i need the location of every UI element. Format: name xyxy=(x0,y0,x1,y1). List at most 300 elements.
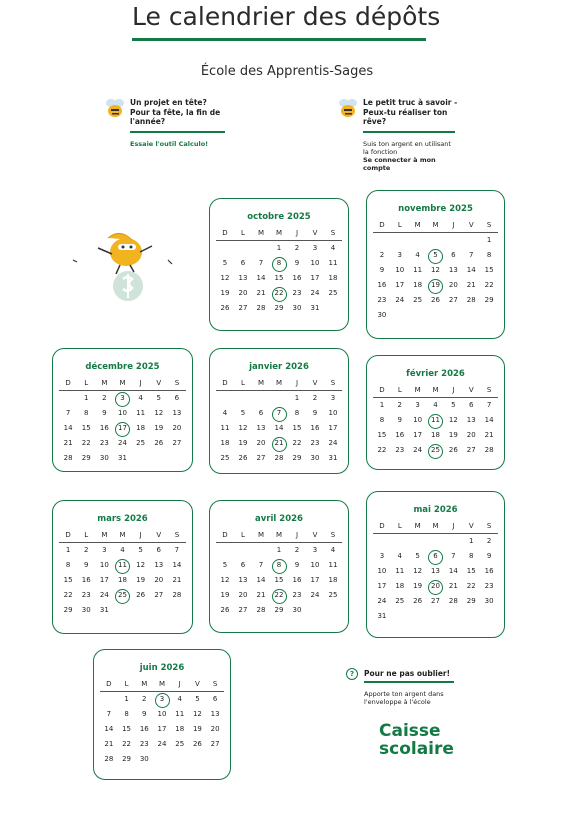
day-cell: 1 xyxy=(276,546,282,554)
day-cell: 8 xyxy=(486,251,492,259)
day-cell: 18 xyxy=(328,274,338,282)
month-title: juin 2026 xyxy=(139,663,185,673)
day-cell: 24 xyxy=(310,289,320,297)
weekday-header: V xyxy=(462,383,480,398)
month-calendar-may-2026 xyxy=(366,491,505,638)
day-cell: 9 xyxy=(102,409,107,417)
day-cell: 4 xyxy=(415,251,420,259)
day-cell: 12 xyxy=(136,561,146,569)
day-cell: 17 xyxy=(413,431,423,439)
day-cell: 5 xyxy=(415,552,420,560)
tip-underline xyxy=(363,131,455,133)
day-cell: 1 xyxy=(124,695,129,703)
day-cell: 20 xyxy=(210,725,220,733)
day-cell: 23 xyxy=(139,740,149,748)
day-cell: 21 xyxy=(63,439,73,447)
day-cell: 13 xyxy=(466,416,476,424)
day-cell: 5 xyxy=(240,409,246,417)
day-cell: 5 xyxy=(222,561,228,569)
day-cell: 5 xyxy=(451,401,456,409)
day-cell: 11 xyxy=(328,561,338,569)
mascot-illustration xyxy=(68,222,186,304)
day-cell: 11 xyxy=(328,259,338,267)
empty-day-cell xyxy=(409,534,427,549)
reminder-underline xyxy=(364,681,454,683)
day-cell: 16 xyxy=(139,725,149,733)
day-cell: 30 xyxy=(484,597,494,605)
deposit-day: 22 xyxy=(270,588,288,603)
day-cell: 15 xyxy=(63,576,73,584)
login-link[interactable]: Se connecter à mon xyxy=(363,156,436,164)
day-cell: 1 xyxy=(276,244,282,252)
school-name: École des Apprentis-Sages xyxy=(200,64,374,79)
day-cell: 6 xyxy=(258,409,264,417)
day-cell: 14 xyxy=(104,725,114,733)
weekday-header: M xyxy=(409,519,427,534)
month-title: octobre 2025 xyxy=(247,212,311,222)
day-cell: 24 xyxy=(118,439,127,447)
day-cell: 31 xyxy=(310,304,320,312)
empty-day-cell xyxy=(391,233,409,248)
month-grid xyxy=(373,218,498,323)
weekday-header: S xyxy=(168,528,186,543)
day-cell: 24 xyxy=(413,446,423,454)
month-grid xyxy=(100,677,224,767)
day-cell: 13 xyxy=(238,576,248,584)
day-cell: 13 xyxy=(172,409,182,417)
deposit-day: 5 xyxy=(427,248,445,263)
day-cell: 1 xyxy=(65,546,71,554)
month-grid xyxy=(216,528,342,618)
empty-day-cell xyxy=(444,534,462,549)
day-cell: 27 xyxy=(431,597,440,605)
month-calendar-march-2026 xyxy=(52,500,193,634)
weekday-header: S xyxy=(324,528,342,543)
day-cell: 25 xyxy=(413,296,423,304)
day-cell: 9 xyxy=(294,561,300,569)
day-cell: 30 xyxy=(99,454,109,462)
day-cell: 12 xyxy=(220,576,230,584)
month-grid xyxy=(373,383,498,458)
day-cell: 19 xyxy=(448,431,458,439)
day-cell: 30 xyxy=(310,454,320,462)
empty-day-cell xyxy=(234,543,252,558)
deposit-day: 6 xyxy=(427,549,445,564)
weekday-header: M xyxy=(427,383,445,398)
day-cell: 7 xyxy=(468,251,474,259)
day-cell: 9 xyxy=(83,561,89,569)
month-calendar-january-2026 xyxy=(209,348,349,474)
day-cell: 15 xyxy=(81,424,91,432)
day-cell: 1 xyxy=(486,236,492,244)
day-cell: 12 xyxy=(448,416,458,424)
day-cell: 14 xyxy=(256,274,266,282)
day-cell: 14 xyxy=(172,561,182,569)
day-cell: 22 xyxy=(466,582,476,590)
weekday-header: M xyxy=(95,376,113,391)
day-cell: 9 xyxy=(397,416,402,424)
day-cell: 4 xyxy=(330,244,336,252)
day-cell: 27 xyxy=(256,454,266,462)
day-cell: 15 xyxy=(274,576,284,584)
day-cell: 21 xyxy=(484,431,494,439)
day-cell: 29 xyxy=(274,304,284,312)
weekday-header: M xyxy=(113,528,131,543)
day-cell: 15 xyxy=(484,266,494,274)
day-cell: 9 xyxy=(294,259,300,267)
deposit-day: 19 xyxy=(427,278,445,293)
day-cell: 12 xyxy=(192,710,202,718)
month-grid xyxy=(216,226,342,316)
empty-day-cell xyxy=(444,233,462,248)
weekday-header: S xyxy=(324,226,342,241)
day-cell: 26 xyxy=(220,304,230,312)
tip-underline xyxy=(130,131,225,133)
day-cell: 16 xyxy=(310,424,320,432)
day-cell: 2 xyxy=(294,546,300,554)
calculo-link[interactable]: Essaie l'outil Calculo! xyxy=(130,140,209,148)
weekday-header: J xyxy=(444,383,462,398)
day-cell: 8 xyxy=(83,409,89,417)
weekday-header: J xyxy=(444,218,462,233)
day-cell: 28 xyxy=(484,446,494,454)
day-cell: 13 xyxy=(154,561,164,569)
day-cell: 18 xyxy=(431,431,440,439)
day-cell: 31 xyxy=(328,454,338,462)
day-cell: 10 xyxy=(413,416,423,424)
month-title: janvier 2026 xyxy=(249,362,309,372)
weekday-header: D xyxy=(216,376,234,391)
day-cell: 12 xyxy=(413,567,423,575)
day-cell: 15 xyxy=(122,725,132,733)
day-cell: 21 xyxy=(256,289,266,297)
weekday-header: M xyxy=(252,376,270,391)
day-cell: 30 xyxy=(139,755,149,763)
tip-question: Un projet en tête? Pour ta fête, la fin de l'année? xyxy=(130,98,221,126)
day-cell: 3 xyxy=(397,251,402,259)
day-cell: 6 xyxy=(212,695,218,703)
weekday-header: V xyxy=(306,528,324,543)
weekday-header: J xyxy=(171,677,189,692)
weekday-header: V xyxy=(462,519,480,534)
day-cell: 15 xyxy=(377,431,387,439)
month-title: février 2026 xyxy=(406,369,465,379)
day-cell: 10 xyxy=(118,409,127,417)
weekday-header: D xyxy=(216,226,234,241)
deposit-day: 8 xyxy=(270,558,288,573)
weekday-header: S xyxy=(480,519,498,534)
day-cell: 17 xyxy=(377,582,387,590)
day-cell: 19 xyxy=(154,424,164,432)
day-cell: 24 xyxy=(310,591,320,599)
day-cell: 21 xyxy=(448,582,458,590)
day-cell: 18 xyxy=(136,424,146,432)
day-cell: 27 xyxy=(448,296,458,304)
day-cell: 26 xyxy=(220,606,230,614)
day-cell: 10 xyxy=(377,567,387,575)
weekday-header: M xyxy=(427,218,445,233)
empty-day-cell xyxy=(427,534,445,549)
weekday-header: M xyxy=(409,218,427,233)
tip-question: Le petit truc à savoir - Peux-tu réaliser ton rêve? xyxy=(363,98,458,126)
day-cell: 17 xyxy=(310,274,320,282)
day-cell: 7 xyxy=(258,259,264,267)
brand-logo: Caisse scolaire xyxy=(379,721,454,759)
month-calendar-february-2026 xyxy=(366,355,505,470)
weekday-header: D xyxy=(59,376,77,391)
weekday-header: D xyxy=(216,528,234,543)
day-cell: 23 xyxy=(292,591,302,599)
day-cell: 4 xyxy=(330,546,336,554)
day-cell: 19 xyxy=(413,582,423,590)
day-cell: 6 xyxy=(240,561,246,569)
day-cell: 9 xyxy=(486,552,492,560)
weekday-header: D xyxy=(373,383,391,398)
day-cell: 8 xyxy=(294,409,300,417)
tip-dream xyxy=(337,98,467,174)
day-cell: 14 xyxy=(466,266,476,274)
day-cell: 2 xyxy=(102,394,107,402)
day-cell: 22 xyxy=(63,591,73,599)
day-cell: 7 xyxy=(106,710,112,718)
day-cell: 25 xyxy=(328,591,338,599)
day-cell: 3 xyxy=(379,552,385,560)
day-cell: 18 xyxy=(328,576,338,584)
day-cell: 29 xyxy=(81,454,91,462)
tip-project xyxy=(104,98,224,154)
day-cell: 24 xyxy=(395,296,405,304)
empty-day-cell xyxy=(373,534,391,549)
day-cell: 4 xyxy=(138,394,143,402)
day-cell: 4 xyxy=(222,409,228,417)
day-cell: 26 xyxy=(154,439,164,447)
day-cell: 22 xyxy=(484,281,494,289)
day-cell: 25 xyxy=(136,439,146,447)
day-cell: 4 xyxy=(120,546,125,554)
day-cell: 25 xyxy=(328,289,338,297)
day-cell: 25 xyxy=(220,454,230,462)
day-cell: 14 xyxy=(63,424,73,432)
deposit-day: 3 xyxy=(153,692,171,707)
day-cell: 11 xyxy=(220,424,230,432)
day-cell: 4 xyxy=(433,401,438,409)
tip-body: Suis ton argent en utilisant la fonction Se connecter à mon compte xyxy=(363,140,451,172)
day-cell: 23 xyxy=(99,439,109,447)
empty-day-cell xyxy=(234,391,252,406)
day-cell: 27 xyxy=(466,446,476,454)
empty-day-cell xyxy=(462,233,480,248)
month-title: avril 2026 xyxy=(255,514,303,524)
day-cell: 23 xyxy=(395,446,405,454)
day-cell: 29 xyxy=(292,454,302,462)
day-cell: 20 xyxy=(238,289,248,297)
empty-day-cell xyxy=(59,391,77,406)
weekday-header: L xyxy=(391,519,409,534)
day-cell: 16 xyxy=(395,431,405,439)
day-cell: 28 xyxy=(274,454,284,462)
day-cell: 2 xyxy=(397,401,402,409)
month-calendar-october-2025 xyxy=(209,198,349,331)
day-cell: 20 xyxy=(238,591,248,599)
day-cell: 16 xyxy=(292,576,302,584)
day-cell: 16 xyxy=(377,281,387,289)
day-cell: 24 xyxy=(157,740,167,748)
day-cell: 1 xyxy=(468,537,474,545)
empty-day-cell xyxy=(252,391,270,406)
day-cell: 15 xyxy=(292,424,302,432)
day-cell: 26 xyxy=(238,454,248,462)
deposit-day: 8 xyxy=(270,256,288,271)
weekday-header: S xyxy=(324,376,342,391)
login-link-cont[interactable]: compte xyxy=(363,164,391,172)
empty-day-cell xyxy=(234,241,252,256)
day-cell: 13 xyxy=(431,567,440,575)
day-cell: 23 xyxy=(484,582,494,590)
weekday-header: M xyxy=(427,519,445,534)
day-cell: 29 xyxy=(274,606,284,614)
month-calendar-june-2026 xyxy=(93,649,231,780)
empty-day-cell xyxy=(373,233,391,248)
empty-day-cell xyxy=(270,391,288,406)
day-cell: 8 xyxy=(468,552,474,560)
day-cell: 6 xyxy=(156,546,161,554)
day-cell: 26 xyxy=(136,591,146,599)
empty-day-cell xyxy=(252,543,270,558)
day-cell: 24 xyxy=(328,439,338,447)
day-cell: 13 xyxy=(210,710,220,718)
day-cell: 16 xyxy=(81,576,91,584)
day-cell: 29 xyxy=(122,755,132,763)
day-cell: 4 xyxy=(177,695,182,703)
day-cell: 27 xyxy=(172,439,182,447)
weekday-header: L xyxy=(234,528,252,543)
day-cell: 24 xyxy=(377,597,387,605)
empty-day-cell xyxy=(100,692,118,707)
day-cell: 6 xyxy=(174,394,180,402)
day-cell: 24 xyxy=(99,591,109,599)
day-cell: 10 xyxy=(99,561,109,569)
day-cell: 25 xyxy=(175,740,185,748)
deposit-day: 7 xyxy=(270,406,288,421)
day-cell: 9 xyxy=(312,409,318,417)
day-cell: 6 xyxy=(240,259,246,267)
day-cell: 26 xyxy=(192,740,202,748)
day-cell: 28 xyxy=(172,591,182,599)
day-cell: 22 xyxy=(122,740,132,748)
month-grid xyxy=(59,528,186,618)
deposit-day: 20 xyxy=(427,579,445,594)
day-cell: 5 xyxy=(195,695,200,703)
weekday-header: V xyxy=(189,677,207,692)
empty-day-cell xyxy=(391,534,409,549)
day-cell: 29 xyxy=(466,597,476,605)
day-cell: 10 xyxy=(310,259,320,267)
day-cell: 9 xyxy=(379,266,385,274)
day-cell: 8 xyxy=(65,561,71,569)
weekday-header: V xyxy=(150,528,168,543)
empty-day-cell xyxy=(216,241,234,256)
day-cell: 20 xyxy=(154,576,164,584)
day-cell: 7 xyxy=(451,552,456,560)
weekday-header: M xyxy=(252,528,270,543)
weekday-header: S xyxy=(480,218,498,233)
weekday-header: L xyxy=(118,677,136,692)
day-cell: 27 xyxy=(238,304,248,312)
weekday-header: J xyxy=(288,226,306,241)
weekday-header: M xyxy=(270,528,288,543)
day-cell: 11 xyxy=(395,567,405,575)
day-cell: 3 xyxy=(330,394,336,402)
weekday-header: D xyxy=(100,677,118,692)
day-cell: 27 xyxy=(238,606,248,614)
day-cell: 30 xyxy=(292,606,302,614)
day-cell: 2 xyxy=(294,244,300,252)
month-grid xyxy=(373,519,498,624)
weekday-header: D xyxy=(373,519,391,534)
weekday-header: L xyxy=(391,383,409,398)
day-cell: 17 xyxy=(310,576,320,584)
day-cell: 23 xyxy=(81,591,91,599)
day-cell: 17 xyxy=(395,281,405,289)
day-cell: 23 xyxy=(377,296,387,304)
day-cell: 28 xyxy=(466,296,476,304)
month-title: décembre 2025 xyxy=(85,362,160,372)
day-cell: 31 xyxy=(377,612,387,620)
day-cell: 14 xyxy=(256,576,266,584)
weekday-header: J xyxy=(444,519,462,534)
day-cell: 9 xyxy=(142,710,147,718)
deposit-day: 22 xyxy=(270,286,288,301)
empty-day-cell xyxy=(427,233,445,248)
day-cell: 6 xyxy=(468,401,474,409)
month-title: mars 2026 xyxy=(97,514,148,524)
day-cell: 22 xyxy=(377,446,387,454)
day-cell: 18 xyxy=(395,582,405,590)
day-cell: 4 xyxy=(397,552,402,560)
day-cell: 19 xyxy=(220,591,230,599)
day-cell: 28 xyxy=(256,304,266,312)
day-cell: 18 xyxy=(118,576,127,584)
day-cell: 23 xyxy=(292,289,302,297)
day-cell: 5 xyxy=(138,546,143,554)
day-cell: 7 xyxy=(486,401,492,409)
weekday-header: J xyxy=(288,376,306,391)
day-cell: 27 xyxy=(210,740,220,748)
weekday-header: L xyxy=(77,528,95,543)
day-cell: 17 xyxy=(157,725,167,733)
day-cell: 22 xyxy=(292,439,302,447)
day-cell: 5 xyxy=(156,394,161,402)
day-cell: 20 xyxy=(448,281,458,289)
day-cell: 6 xyxy=(451,251,456,259)
deposit-day: 11 xyxy=(113,558,131,573)
weekday-header: M xyxy=(270,376,288,391)
deposit-day: 3 xyxy=(113,391,131,406)
day-cell: 28 xyxy=(448,597,458,605)
day-cell: 2 xyxy=(83,546,89,554)
day-cell: 14 xyxy=(484,416,494,424)
day-cell: 14 xyxy=(448,567,458,575)
day-cell: 20 xyxy=(172,424,182,432)
day-cell: 12 xyxy=(431,266,440,274)
month-grid xyxy=(216,376,342,466)
weekday-header: J xyxy=(132,376,150,391)
day-cell: 12 xyxy=(154,409,164,417)
day-cell: 14 xyxy=(274,424,284,432)
deposit-day: 25 xyxy=(113,588,131,603)
empty-day-cell xyxy=(409,233,427,248)
month-title: novembre 2025 xyxy=(398,204,473,214)
